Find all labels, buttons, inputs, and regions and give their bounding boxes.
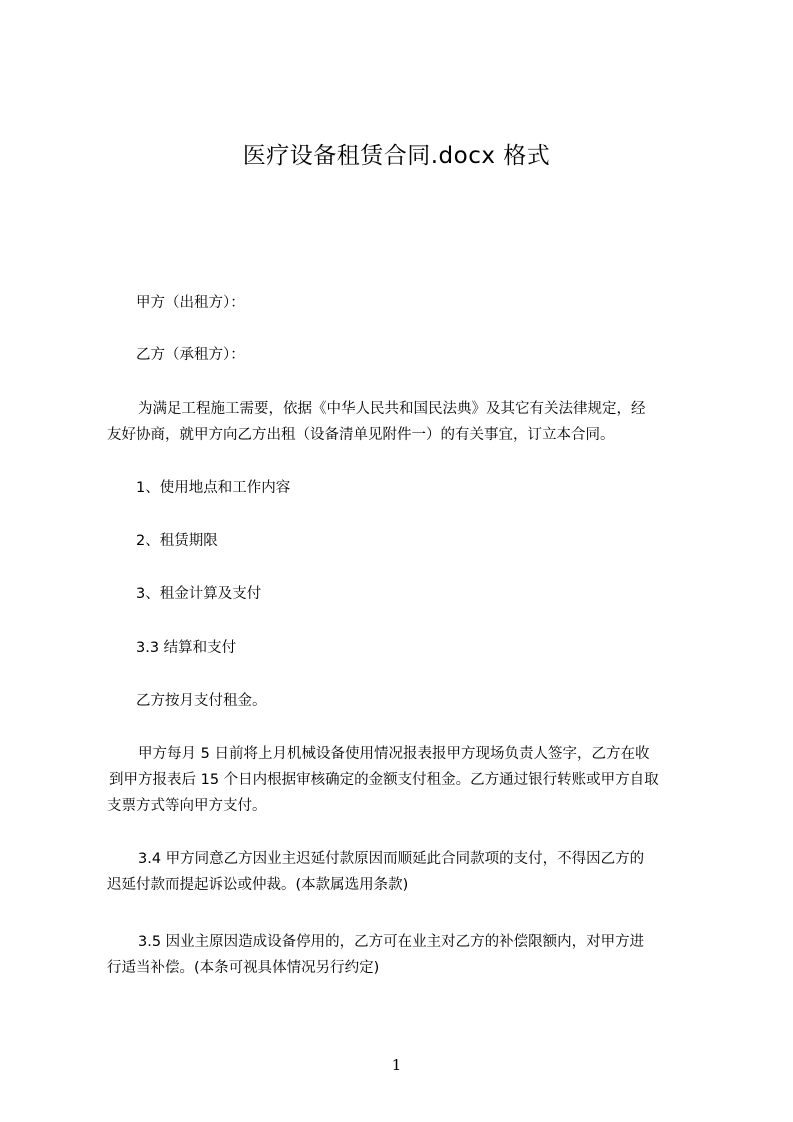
- section-3-heading: [0, 581, 699, 607]
- preamble-paragraph: [0, 396, 699, 448]
- section-3-5-paragraph: [0, 929, 699, 981]
- paragraph-line: 到甲方报表后 15 个日内根据审核确定的金额支付租金。乙方通过银行转账或甲方自取: [109, 772, 659, 788]
- page-number: 1: [391, 1056, 402, 1074]
- section-3-3-heading: [0, 635, 699, 661]
- paragraph-line: 甲方（出租方）：: [136, 295, 245, 311]
- party-b-paragraph: [0, 342, 699, 368]
- paragraph-line: 3.5 因业主原因造成设备停用的，乙方可在业主对乙方的补偿限额内，对甲方进: [138, 934, 645, 950]
- paragraph-line: 迟延付款而提起诉讼或仲裁。(本款属选用条款): [107, 877, 409, 893]
- section-1-heading: [0, 475, 699, 501]
- paragraph-line: 2、租赁期限: [136, 533, 218, 549]
- paragraph-line: 3、租金计算及支付: [136, 586, 262, 602]
- document-title: 医疗设备租赁合同.docx 格式: [242, 143, 551, 169]
- paragraph-line: 支票方式等向甲方支付。: [107, 798, 267, 814]
- section-3-4-paragraph: [0, 846, 699, 898]
- settlement-paragraph: [0, 741, 699, 819]
- paragraph-line: 3.3 结算和支付: [136, 640, 237, 656]
- paragraph-line: 乙方按月支付租金。: [136, 693, 267, 709]
- monthly-payment-paragraph: [0, 688, 699, 714]
- paragraph-line: 1、使用地点和工作内容: [136, 480, 291, 496]
- paragraph-line: 3.4 甲方同意乙方因业主迟延付款原因而顺延此合同款项的支付，不得因乙方的: [138, 851, 645, 867]
- section-2-heading: [0, 528, 699, 554]
- paragraph-line: 甲方每月 5 日前将上月机械设备使用情况报表报甲方现场负责人签字，乙方在收: [138, 746, 650, 762]
- paragraph-line: 行适当补偿。(本条可视具体情况另行约定): [107, 960, 380, 976]
- party-a-paragraph: [0, 290, 699, 316]
- paragraph-line: 友好协商，就甲方向乙方出租（设备清单见附件一）的有关事宜，订立本合同。: [107, 427, 615, 443]
- paragraph-line: 为满足工程施工需要，依据《中华人民共和国民法典》及其它有关法律规定，经: [138, 401, 646, 417]
- paragraph-line: 乙方（承租方）：: [136, 347, 245, 363]
